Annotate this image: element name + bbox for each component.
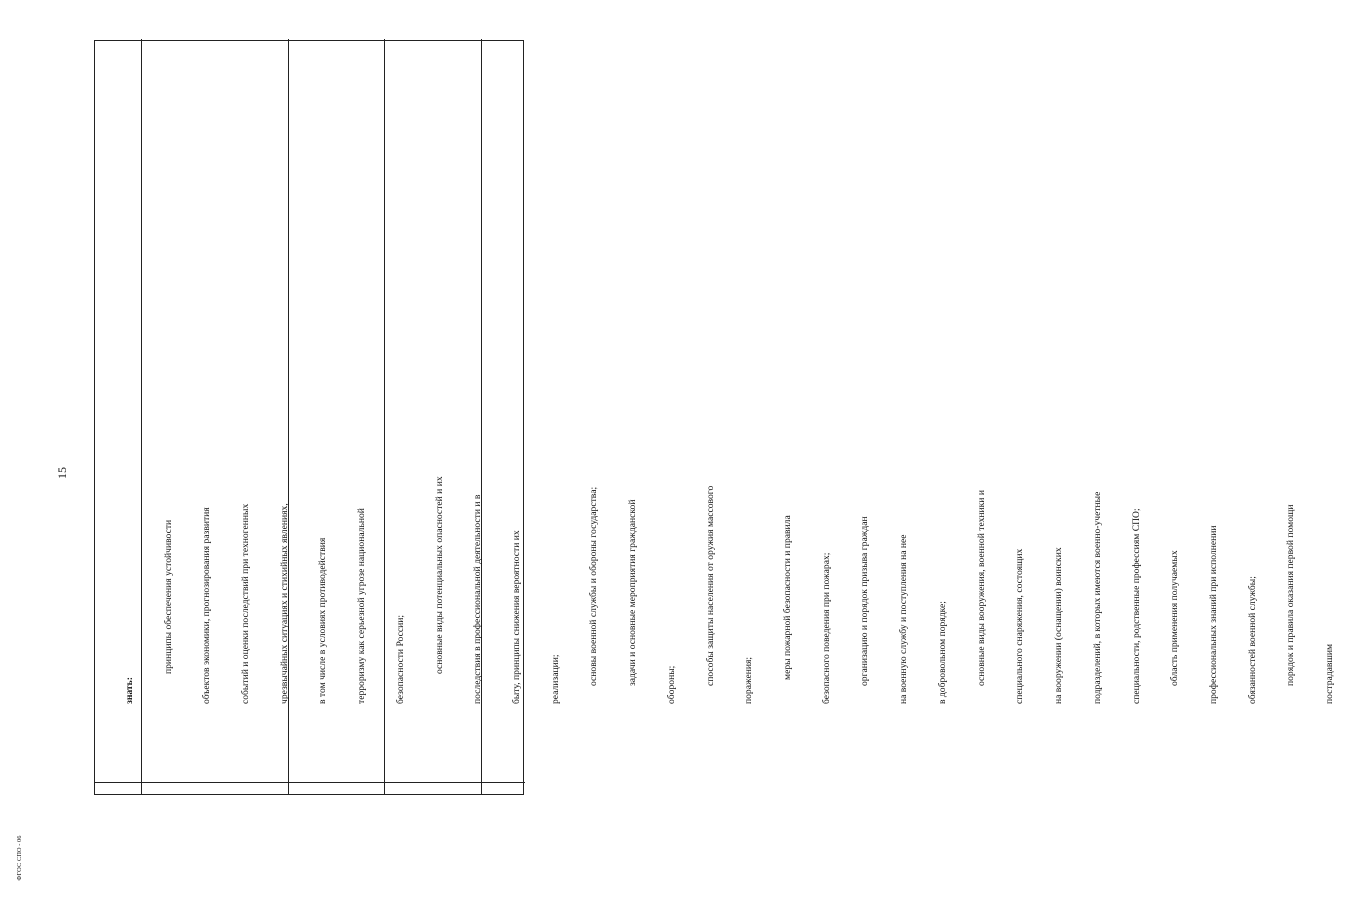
- requirement-line: меры пожарной безопасности и правила: [782, 515, 794, 680]
- rotated-table-container: [94, 40, 1336, 795]
- requirement-line: задачи и основные мероприятия гражданской: [627, 499, 639, 686]
- requirement-line: принципы обеспечения устойчивости: [162, 519, 174, 674]
- requirement-line: поражения;: [743, 656, 755, 704]
- requirement-line: специальности, родственные профессиям СПО;: [1130, 508, 1142, 704]
- requirement-line: порядок и правила оказания первой помощи: [1285, 504, 1297, 686]
- requirement-line: в добровольном порядке;: [936, 601, 948, 704]
- requirement-line: объектов экономики, прогнозирования развития: [201, 507, 213, 704]
- requirement-line: обороны;: [665, 665, 677, 704]
- requirement-line: чрезвычайных ситуациях и стихийных явлениях,: [278, 503, 290, 704]
- knowledge-heading: знать:: [123, 677, 135, 704]
- requirement-line: специального снаряжения, состоящих: [1014, 548, 1026, 704]
- requirement-line: пострадавшим: [1324, 643, 1336, 704]
- requirement-line: способы защиты населения от оружия массового: [704, 485, 716, 686]
- requirement-line: подразделений, в которых имеются военно-учетные: [1091, 491, 1103, 704]
- footer-document-code: ФГОС СПО - 06: [16, 835, 23, 881]
- requirement-line: область применения получаемых: [1169, 550, 1181, 686]
- page-number: 15: [55, 467, 69, 479]
- requirement-line: организацию и порядок призыва граждан: [859, 516, 871, 686]
- requirement-line: реализации;: [549, 654, 561, 704]
- competency-table: [94, 40, 1336, 795]
- requirement-line: основные виды вооружения, военной техники и: [975, 490, 987, 686]
- requirement-line: последствия в профессиональной деятельности и в: [472, 494, 484, 704]
- knowledge-requirements-cell: [98, 476, 1336, 704]
- requirement-line: безопасности России;: [394, 614, 406, 704]
- table-column-divider: [95, 782, 525, 783]
- requirement-line: профессиональных знаний при исполнении: [1207, 525, 1219, 704]
- requirement-line: основы военной службы и обороны государства;: [588, 486, 600, 686]
- requirement-line: безопасного поведения при пожарах;: [820, 552, 832, 704]
- requirement-line: на вооружении (оснащении) воинских: [1053, 547, 1065, 704]
- requirement-line: быту, принципы снижения вероятности их: [511, 530, 522, 704]
- requirement-line: обязанностей военной службы;: [1246, 576, 1258, 704]
- requirement-line: терроризму как серьезной угрозе национальной: [356, 508, 368, 704]
- requirement-line: на военную службу и поступления на нее: [898, 534, 910, 704]
- requirement-line: в том числе в условиях противодействия: [317, 537, 329, 704]
- requirement-line: событий и оценки последствий при техногенных: [239, 503, 251, 704]
- requirement-line: основные виды потенциальных опасностей и их: [433, 476, 445, 674]
